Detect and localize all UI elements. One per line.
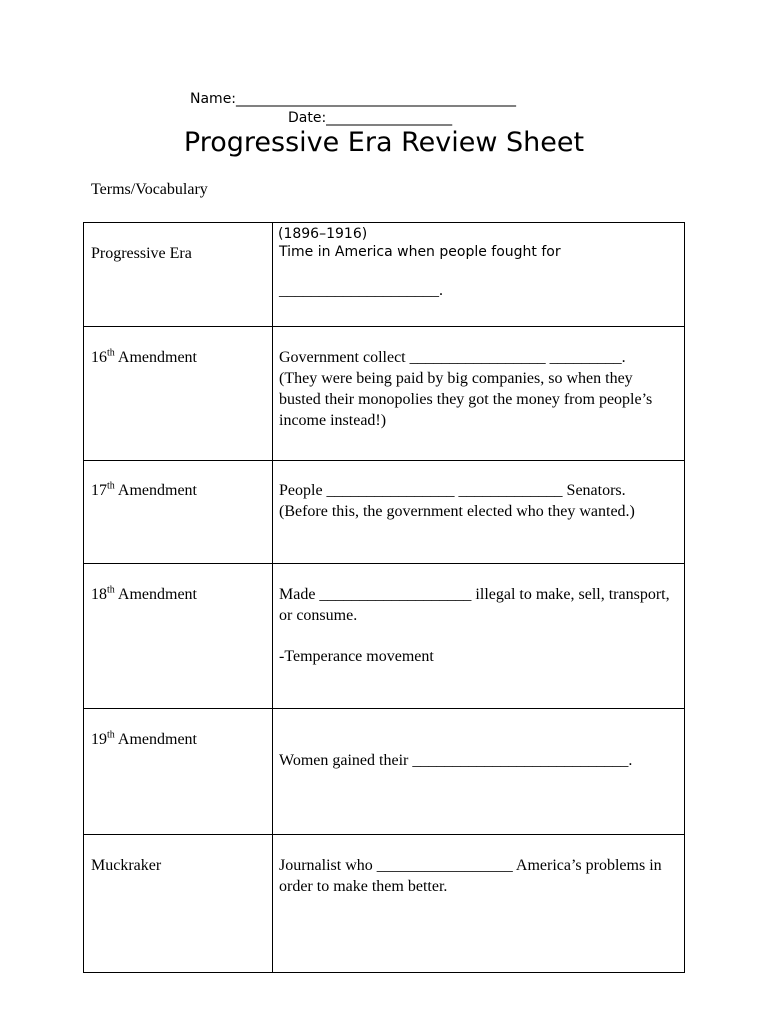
answer-blank: ____________________. (279, 282, 443, 299)
term-number: 17 (91, 482, 107, 499)
term-cell (84, 327, 273, 461)
definition-cell (273, 327, 685, 461)
table-row (84, 461, 685, 564)
definition-text: Women gained their ___________________________. (279, 752, 633, 769)
definition-cell (273, 835, 685, 973)
definition-note: (They were being paid by big companies, so when they busted their monopolies they got the money from people’s income instead!) (279, 370, 653, 429)
table-row (84, 835, 685, 973)
definition-text: Journalist who _________________ America’s problems in order to make them better. (279, 857, 662, 895)
term-suffix: th (107, 347, 115, 359)
name-field: Name:________________________________________ (190, 91, 517, 107)
term-cell (84, 835, 273, 973)
definition-text: Government collect _________________ _________. (279, 349, 626, 366)
date-range: (1896–1916) (278, 226, 368, 242)
term-suffix: th (107, 729, 115, 741)
definition-text: Made ___________________ illegal to make, sell, transport, or consume. (279, 586, 670, 624)
definition-cell (273, 223, 685, 327)
definition-note: (Before this, the government elected who they wanted.) (279, 503, 635, 520)
term-label: Amendment (117, 349, 197, 366)
table-row (84, 709, 685, 835)
term-number: 18 (91, 586, 107, 603)
table-row (84, 327, 685, 461)
definition-cell (273, 709, 685, 835)
term-cell (84, 709, 273, 835)
term-number: 19 (91, 731, 107, 748)
table-row (84, 223, 685, 327)
term-label: Amendment (117, 482, 197, 499)
term-label: Progressive Era (91, 245, 192, 262)
term-cell (84, 223, 273, 327)
definition-text: Time in America when people fought for (279, 244, 561, 260)
term-number: 16 (91, 349, 107, 366)
term-suffix: th (107, 480, 115, 492)
page-title: Progressive Era Review Sheet (183, 127, 585, 158)
definition-text: People ________________ _____________ Senators. (279, 482, 626, 499)
review-table (83, 222, 685, 973)
section-label: Terms/Vocabulary (91, 181, 208, 198)
definition-cell (273, 564, 685, 709)
term-cell (84, 564, 273, 709)
term-label: Muckraker (91, 857, 162, 874)
definition-cell (273, 461, 685, 564)
spacer (279, 626, 678, 646)
term-cell (84, 461, 273, 564)
table-row (84, 564, 685, 709)
date-field: Date:__________________ (288, 110, 453, 126)
term-label: Amendment (117, 586, 197, 603)
definition-note: -Temperance movement (279, 648, 434, 665)
term-suffix: th (107, 584, 115, 596)
term-label: Amendment (117, 731, 197, 748)
